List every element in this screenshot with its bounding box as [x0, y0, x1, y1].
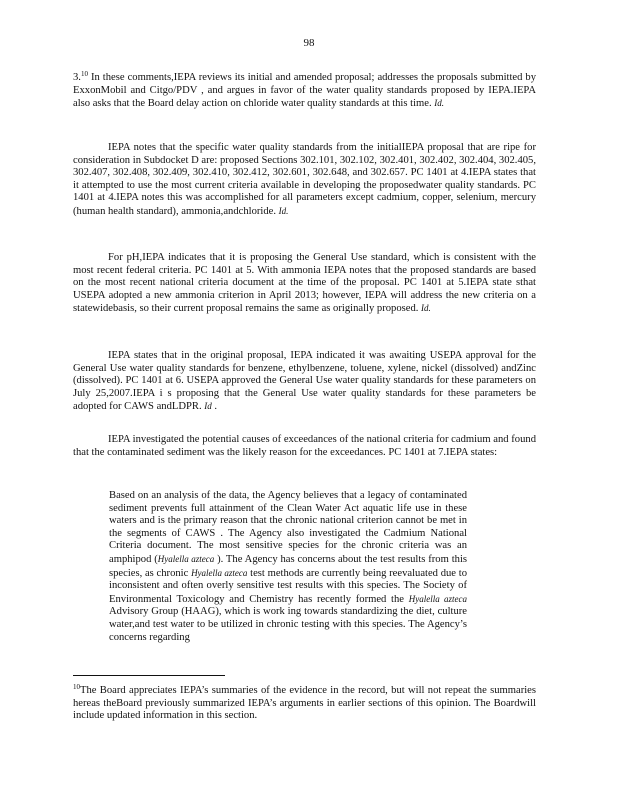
- paragraph-tail: .: [211, 401, 218, 413]
- quote-text: Based on an analysis of the data, the Agency believes that a legacy of contaminated sediment prevents full attainment of the Clean Water Act aquatic life use in these waters and is the primary reason that the chronic national criterion cannot be met in the segments of CAWS . The Agency also investigated the Cadmium National Criteria document. The most sensitive species for the chronic criteria was an amphipod (: [109, 490, 467, 565]
- paragraph-text: IEPA notes that the specific water quality standards from the initialIEPA proposal that are ripe for consideration in Subdocket D are: proposed Sections 302.101, 302.102, 302.401, 302.402, 302.404, 302.405, 302.407, 302.408, 302.409, 302.410, 302.412, 302.601, 302.648, and 302.657. PC 1401 at 4.IEPA states that it attempted to use the most current criteria available in developing the proposedwater quality standards. PC 1401 at 4.IEPA notes this was accomplished for all parameters except cadmium, copper, selenium, mercury (human health standard), ammonia,andchloride.: [73, 142, 536, 217]
- paragraph-text: For pH,IEPA indicates that it is proposing the General Use standard, which is consistent with the most recent federal criteria. PC 1401 at 5. With ammonia IEPA notes that the proposed standards are based on the most recent national criteria document at the time of the proposal. PC 1401 at 5.IEPA state sthat USEPA adopted a new ammonia criterion in April 2013; however, IEPA will address the new criteria on a statewidebasis, so their current proposal remains the same as originally proposed.: [73, 252, 536, 315]
- quote-text: test methods are currently being reevaluated due to inconsistent and often overly sensitive test results with this species. The Society of Environmental Toxicology and Chemistry has recently formed the: [109, 567, 467, 605]
- citation: Id.: [434, 98, 445, 109]
- paragraph-ph-ammonia: [73, 252, 536, 316]
- footnote-text: The Board appreciates IEPA’s summaries of the evidence in the record, but will not repeat the summaries hereas theBoard previously summarized IEPA’s arguments in earlier sections of this opinion. The Boardwill include updated information in this section.: [73, 685, 536, 722]
- citation: Id.: [421, 303, 431, 314]
- paragraph-usepa-approval: [73, 350, 536, 414]
- citation: Id.: [278, 205, 289, 216]
- footnote-reference: 10: [80, 70, 88, 78]
- paragraph-cadmium: [73, 434, 536, 459]
- species-name: Hyalella azteca: [157, 553, 215, 564]
- paragraph-text: IEPA investigated the potential causes of exceedances of the national criteria for cadmium and found that the contaminated sediment was the likely reason for the exceedances. PC 1401 at 7.IEPA states:: [73, 434, 536, 458]
- species-name: Hyalella azteca: [191, 567, 248, 578]
- footnote-divider: [73, 675, 225, 676]
- species-name: Hyalella azteca: [408, 593, 467, 604]
- citation: Id: [204, 401, 212, 412]
- page-number: 98: [303, 37, 315, 49]
- paragraph-text: IEPA states that in the original proposal, IEPA indicated it was awaiting USEPA approval for the General Use water quality standards for benzene, ethylbenzene, toluene, xylene, nickel (dissolved) andZinc (dissolved). PC 1401 at 6. USEPA approved the General Use water quality standards for these parameters on July 25,2007.IEPA i s proposing that the General Use water quality standards for these parameters be adopted for CAWS andLDPR.: [73, 350, 536, 413]
- paragraph-lead: 3.: [73, 72, 81, 83]
- quote-text: ). The Agency has concerns about the test results from this species, as chronic: [109, 553, 468, 579]
- footnote: [73, 685, 536, 723]
- paragraph-intro: [73, 72, 536, 111]
- block-quote: [109, 490, 467, 644]
- quote-text: Advisory Group (HAAG), which is work ing towards standardizing the diet, culture water,and test water to be utilized in chronic testing with this species. The Agency’s concerns regarding: [109, 606, 467, 643]
- footnote-marker: 10: [73, 683, 80, 691]
- paragraph-standards: [73, 142, 536, 219]
- paragraph-text: In these comments,IEPA reviews its initial and amended proposal; addresses the proposals submitted by ExxonMobil and Citgo/PDV , and argues in favor of the water quality standards proposed by IEPA.IEPA also asks that the Board delay action on chloride water quality standards at this time.: [73, 72, 536, 110]
